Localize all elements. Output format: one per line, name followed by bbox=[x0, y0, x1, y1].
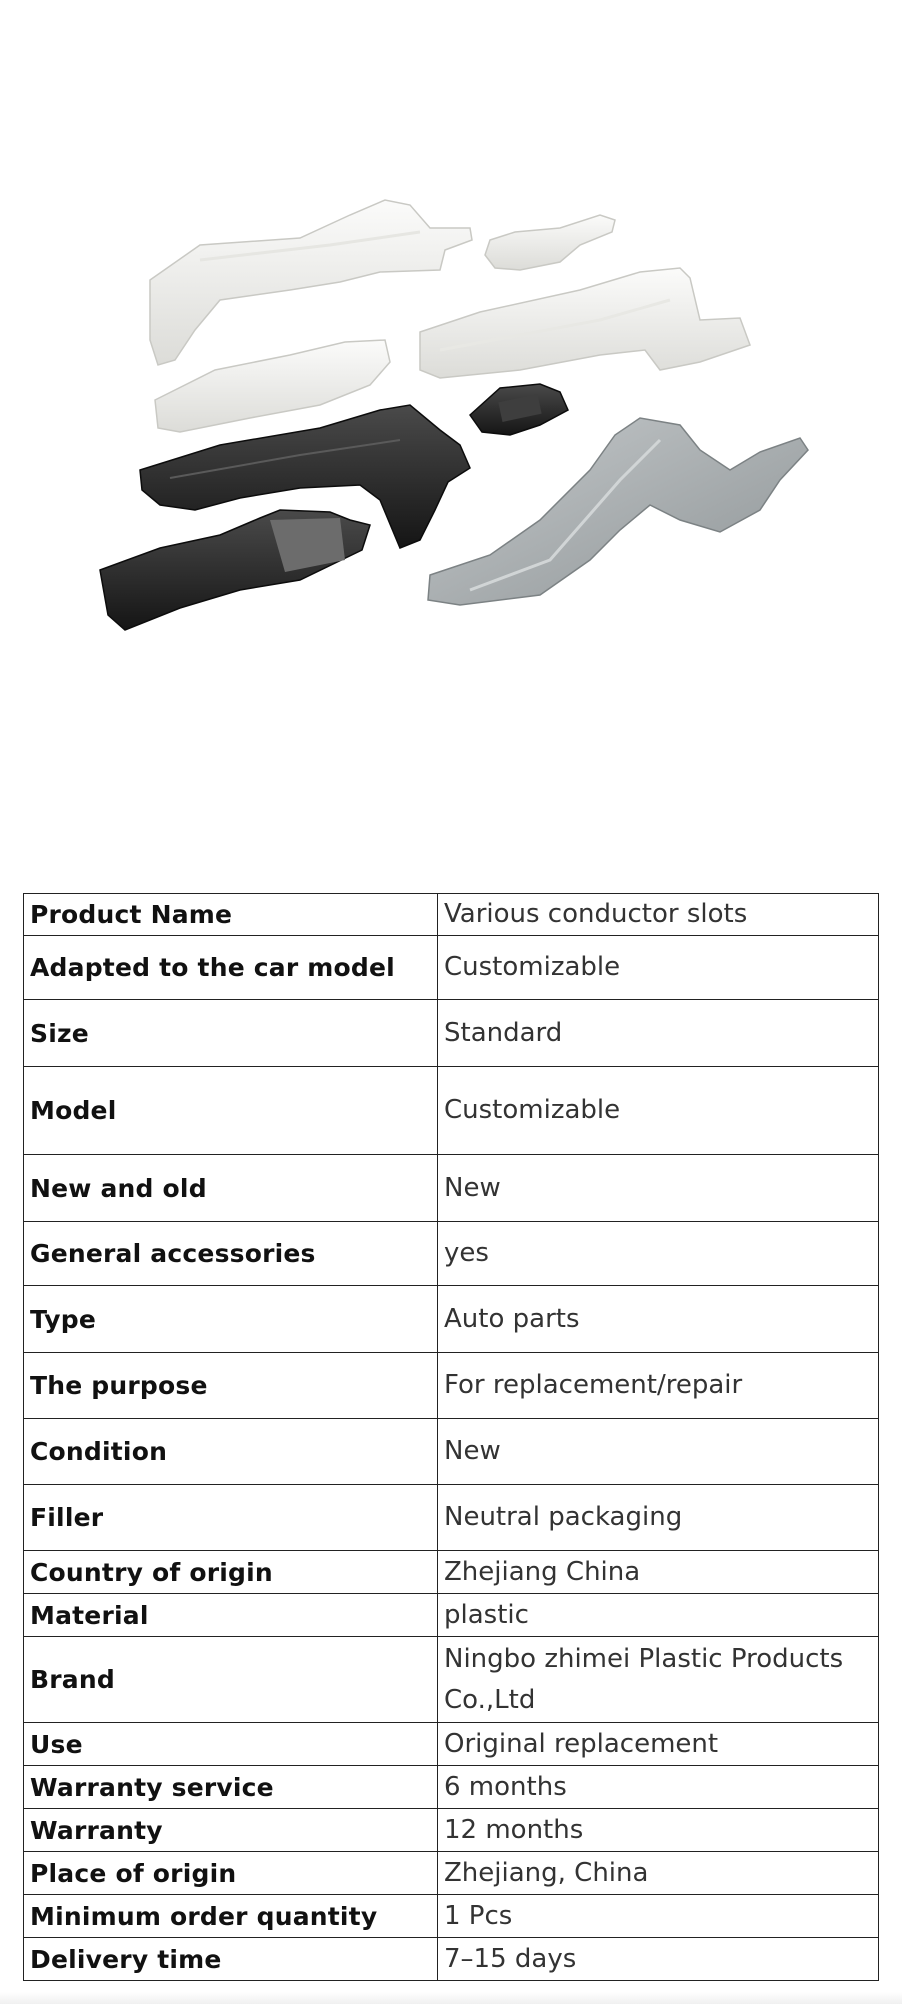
spec-label: Condition bbox=[24, 1419, 438, 1485]
table-row bbox=[24, 1286, 879, 1353]
spec-value: 6 months bbox=[438, 1766, 879, 1809]
spec-label: Place of origin bbox=[24, 1852, 438, 1895]
table-row bbox=[24, 1000, 879, 1067]
spec-label: Warranty bbox=[24, 1809, 438, 1852]
white-connector-part bbox=[485, 215, 615, 270]
bottom-edge bbox=[0, 1992, 902, 2004]
spec-value: Customizable bbox=[438, 1067, 879, 1155]
table-row bbox=[24, 1895, 879, 1938]
table-row bbox=[24, 1723, 879, 1766]
spec-value: Auto parts bbox=[438, 1286, 879, 1353]
table-row bbox=[24, 1155, 879, 1222]
spec-value: Various conductor slots bbox=[438, 894, 879, 936]
spec-value: 1 Pcs bbox=[438, 1895, 879, 1938]
product-photo bbox=[0, 0, 902, 870]
black-module-part bbox=[470, 384, 568, 435]
spec-label: Type bbox=[24, 1286, 438, 1353]
spec-label: Filler bbox=[24, 1485, 438, 1551]
spec-label: Product Name bbox=[24, 894, 438, 936]
black-channel-part-2 bbox=[100, 510, 370, 630]
spec-label: The purpose bbox=[24, 1353, 438, 1419]
table-row bbox=[24, 1222, 879, 1286]
spec-label: Brand bbox=[24, 1637, 438, 1723]
spec-value: Zhejiang, China bbox=[438, 1852, 879, 1895]
table-row bbox=[24, 1766, 879, 1809]
table-row bbox=[24, 1852, 879, 1895]
spec-value: Neutral packaging bbox=[438, 1485, 879, 1551]
spec-label: Size bbox=[24, 1000, 438, 1067]
spec-label: New and old bbox=[24, 1155, 438, 1222]
spec-label: Warranty service bbox=[24, 1766, 438, 1809]
spec-value: Zhejiang China bbox=[438, 1551, 879, 1594]
table-row bbox=[24, 1637, 879, 1723]
spec-value: yes bbox=[438, 1222, 879, 1286]
table-row bbox=[24, 1353, 879, 1419]
table-row bbox=[24, 894, 879, 936]
spec-value: For replacement/repair bbox=[438, 1353, 879, 1419]
spec-label: Country of origin bbox=[24, 1551, 438, 1594]
spec-label: Material bbox=[24, 1594, 438, 1637]
spec-value: 12 months bbox=[438, 1809, 879, 1852]
spec-value: New bbox=[438, 1155, 879, 1222]
spec-label: Model bbox=[24, 1067, 438, 1155]
spec-value: Ningbo zhimei Plastic Products Co.,Ltd bbox=[438, 1637, 879, 1723]
spec-value: 7–15 days bbox=[438, 1938, 879, 1981]
spec-value: Customizable bbox=[438, 936, 879, 1000]
table-row bbox=[24, 1594, 879, 1637]
spec-label: Use bbox=[24, 1723, 438, 1766]
table-row bbox=[24, 1551, 879, 1594]
table-row bbox=[24, 1067, 879, 1155]
table-row bbox=[24, 936, 879, 1000]
spec-label: Adapted to the car model bbox=[24, 936, 438, 1000]
table-row bbox=[24, 1485, 879, 1551]
spec-label: Delivery time bbox=[24, 1938, 438, 1981]
spec-value: plastic bbox=[438, 1594, 879, 1637]
spec-value: New bbox=[438, 1419, 879, 1485]
spec-label: General accessories bbox=[24, 1222, 438, 1286]
spec-table bbox=[23, 893, 879, 1981]
grey-bracket-part bbox=[428, 418, 808, 605]
table-row bbox=[24, 1938, 879, 1981]
table-row bbox=[24, 1419, 879, 1485]
table-row bbox=[24, 1809, 879, 1852]
white-channel-part-2 bbox=[420, 268, 750, 378]
spec-value: Original replacement bbox=[438, 1723, 879, 1766]
spec-value: Standard bbox=[438, 1000, 879, 1067]
spec-label: Minimum order quantity bbox=[24, 1895, 438, 1938]
